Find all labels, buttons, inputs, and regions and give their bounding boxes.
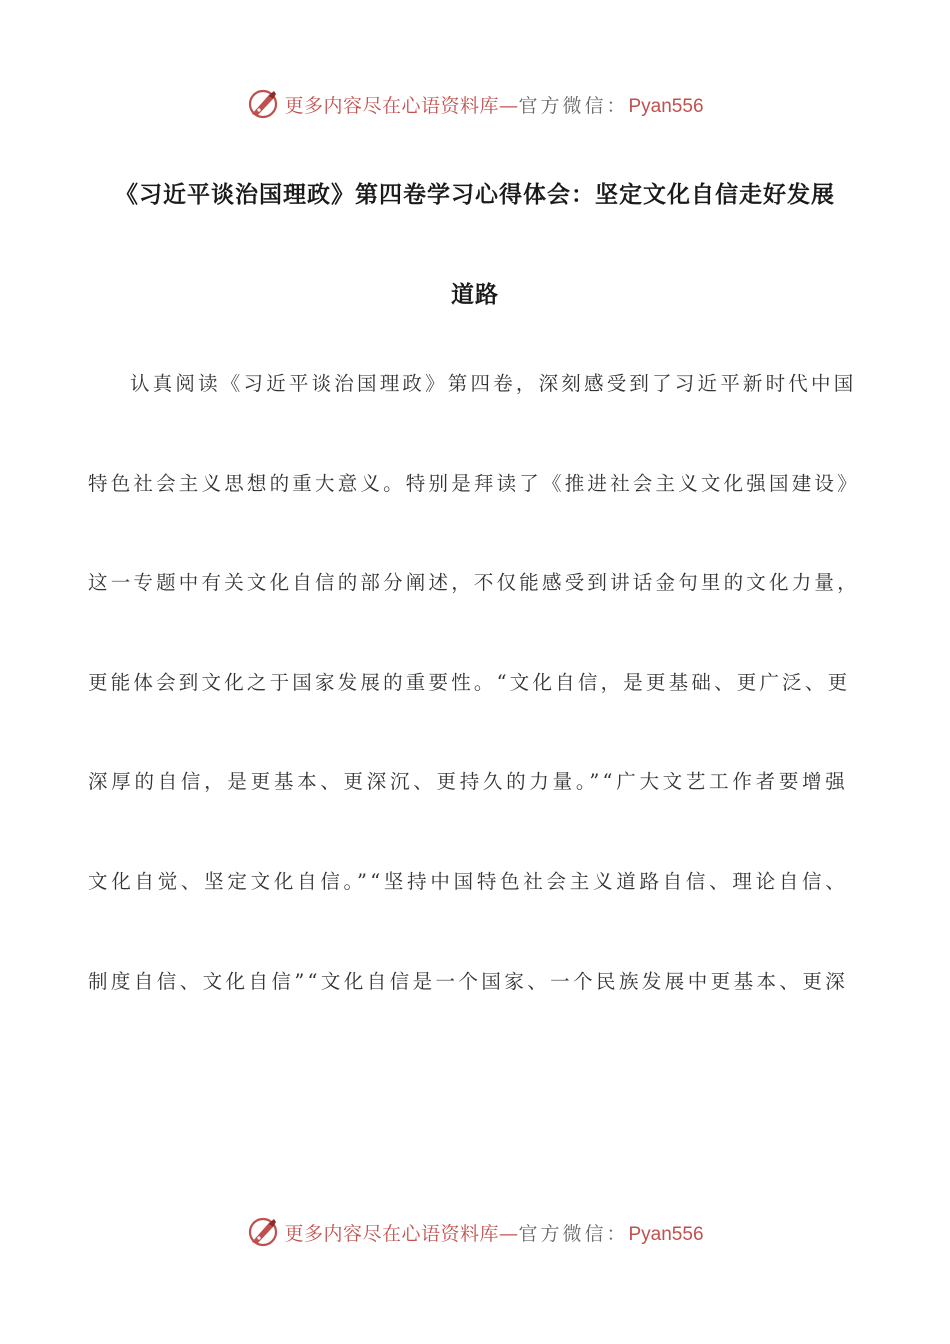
header-banner [0, 84, 950, 124]
header-site-text: 更多内容尽在心语资料库 [284, 94, 499, 117]
header-banner-text [284, 91, 703, 118]
body-paragraph [88, 334, 860, 1031]
body-line: 这一专题中有关文化自信的部分阐述，不仅能感受到讲话金句里的文化力量， [88, 571, 860, 595]
header-dash: — [498, 94, 519, 117]
document-title [88, 145, 862, 345]
footer-banner [0, 1212, 950, 1252]
title-line: 道路 [451, 282, 499, 308]
footer-wechat-label: 官方微信： [518, 1222, 629, 1245]
body-line: 特色社会主义思想的重大意义。特别是拜读了《推进社会主义文化强国建设》 [88, 471, 860, 495]
body-line: 文化自觉、坚定文化自信。”“坚持中国特色社会主义道路自信、理论自信、 [88, 869, 848, 893]
body-line: 更能体会到文化之于国家发展的重要性。“文化自信，是更基础、更广泛、更 [88, 670, 851, 694]
footer-dash: — [498, 1222, 519, 1245]
pen-nib-logo-icon [246, 87, 280, 121]
header-wechat-label: 官方微信： [518, 94, 629, 117]
body-line: 认真阅读《习近平谈治国理政》第四卷，深刻感受到了习近平新时代中国 [130, 372, 857, 395]
header-wechat-id: Pyan556 [628, 95, 704, 117]
title-line: 《习近平谈治国理政》第四卷学习心得体会：坚定文化自信走好发展 [115, 182, 835, 208]
pen-nib-logo-icon [246, 1215, 280, 1249]
body-line: 制度自信、文化自信”“文化自信是一个国家、一个民族发展中更基本、更深 [88, 969, 848, 993]
footer-wechat-id: Pyan556 [628, 1223, 704, 1245]
body-line: 深厚的自信，是更基本、更深沉、更持久的力量。”“广大文艺工作者要增强 [88, 770, 848, 794]
footer-site-text: 更多内容尽在心语资料库 [284, 1222, 499, 1245]
footer-banner-text [284, 1219, 703, 1246]
